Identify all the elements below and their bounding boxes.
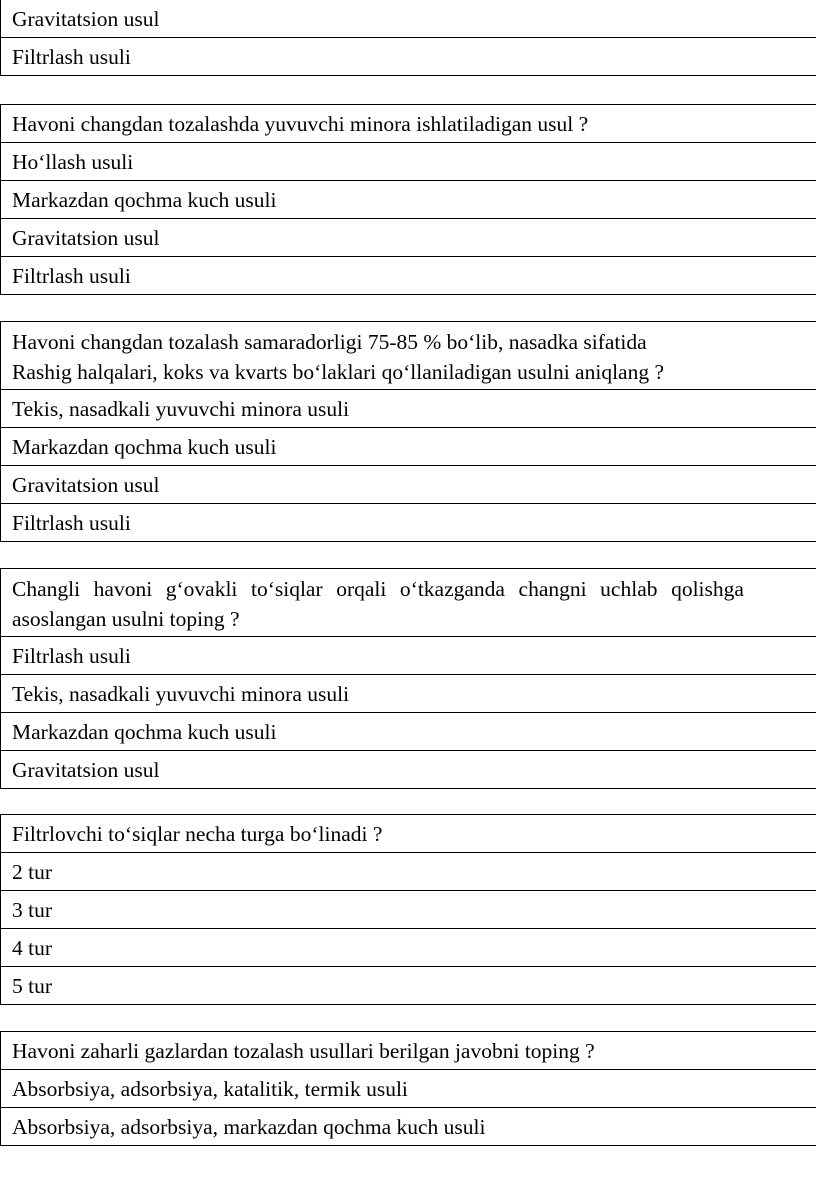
question-text: Havoni changdan tozalashda yuvuvchi minora ishlatiladigan usul ?	[12, 112, 589, 136]
question-text: Filtrlovchi to‘siqlar necha turga bo‘linadi ?	[12, 822, 383, 846]
answer-option-text: Gravitatsion usul	[12, 758, 160, 782]
answer-option-text: Gravitatsion usul	[12, 7, 160, 31]
question-text-line: Rashig halqalari, koks va kvarts bo‘laklari qo‘llaniladigan usulni aniqlang ?	[12, 360, 665, 384]
answer-option[interactable]	[1, 1108, 816, 1146]
answer-option[interactable]	[1, 1070, 816, 1108]
answer-option-text: 3 tur	[12, 898, 53, 922]
answer-option-text: 5 tur	[12, 974, 53, 998]
answer-option[interactable]	[1, 853, 816, 891]
answer-option[interactable]	[1, 929, 816, 967]
answer-option[interactable]	[1, 504, 816, 542]
answer-option[interactable]	[1, 713, 816, 751]
answer-option-text: 2 tur	[12, 860, 53, 884]
answer-option[interactable]	[1, 675, 816, 713]
answer-option[interactable]	[1, 637, 816, 675]
question-text: Havoni zaharli gazlardan tozalash usullari berilgan javobni toping ?	[12, 1039, 595, 1063]
question-block-3	[0, 568, 816, 789]
answer-option[interactable]	[1, 38, 816, 76]
question-row	[1, 322, 816, 390]
answer-option-text: Gravitatsion usul	[12, 226, 160, 250]
question-block-5	[0, 1031, 816, 1146]
question-text-line: Changli havoni g‘ovakli to‘siqlar orqali o‘tkazganda changni uchlab qolishga	[12, 577, 744, 601]
question-row	[1, 569, 816, 637]
question-block-4	[0, 814, 816, 1005]
question-block-1	[0, 104, 816, 295]
answer-option-text: Markazdan qochma kuch usuli	[12, 188, 277, 212]
question-text-line: asoslangan usulni toping ?	[12, 607, 240, 631]
question-text-line: Havoni changdan tozalash samaradorligi 75-85 % bo‘lib, nasadka sifatida	[12, 330, 647, 354]
question-row	[1, 1032, 816, 1070]
answer-option-text: Tekis, nasadkali yuvuvchi minora usuli	[12, 397, 350, 421]
answer-option-text: Ho‘llash usuli	[12, 150, 134, 174]
answer-option-text: Markazdan qochma kuch usuli	[12, 720, 277, 744]
question-row	[1, 105, 816, 143]
answer-option[interactable]	[1, 219, 816, 257]
answer-option-text: Filtrlash usuli	[12, 264, 131, 288]
question-block-0	[0, 0, 816, 76]
answer-option[interactable]	[1, 751, 816, 789]
answer-option-text: Filtrlash usuli	[12, 511, 131, 535]
question-block-2	[0, 321, 816, 542]
question-row	[1, 815, 816, 853]
answer-option[interactable]	[1, 390, 816, 428]
answer-option-text: Absorbsiya, adsorbsiya, katalitik, termik usuli	[12, 1077, 408, 1101]
answer-option-text: 4 tur	[12, 936, 53, 960]
answer-option-text: Markazdan qochma kuch usuli	[12, 435, 277, 459]
answer-option[interactable]	[1, 181, 816, 219]
answer-option[interactable]	[1, 257, 816, 295]
answer-option[interactable]	[1, 891, 816, 929]
answer-option[interactable]	[1, 0, 816, 38]
answer-option-text: Filtrlash usuli	[12, 644, 131, 668]
answer-option-text: Gravitatsion usul	[12, 473, 160, 497]
answer-option[interactable]	[1, 428, 816, 466]
answer-option-text: Filtrlash usuli	[12, 45, 131, 69]
answer-option[interactable]	[1, 967, 816, 1005]
answer-option-text: Tekis, nasadkali yuvuvchi minora usuli	[12, 682, 350, 706]
answer-option[interactable]	[1, 143, 816, 181]
answer-option-text: Absorbsiya, adsorbsiya, markazdan qochma kuch usuli	[12, 1115, 486, 1139]
answer-option[interactable]	[1, 466, 816, 504]
